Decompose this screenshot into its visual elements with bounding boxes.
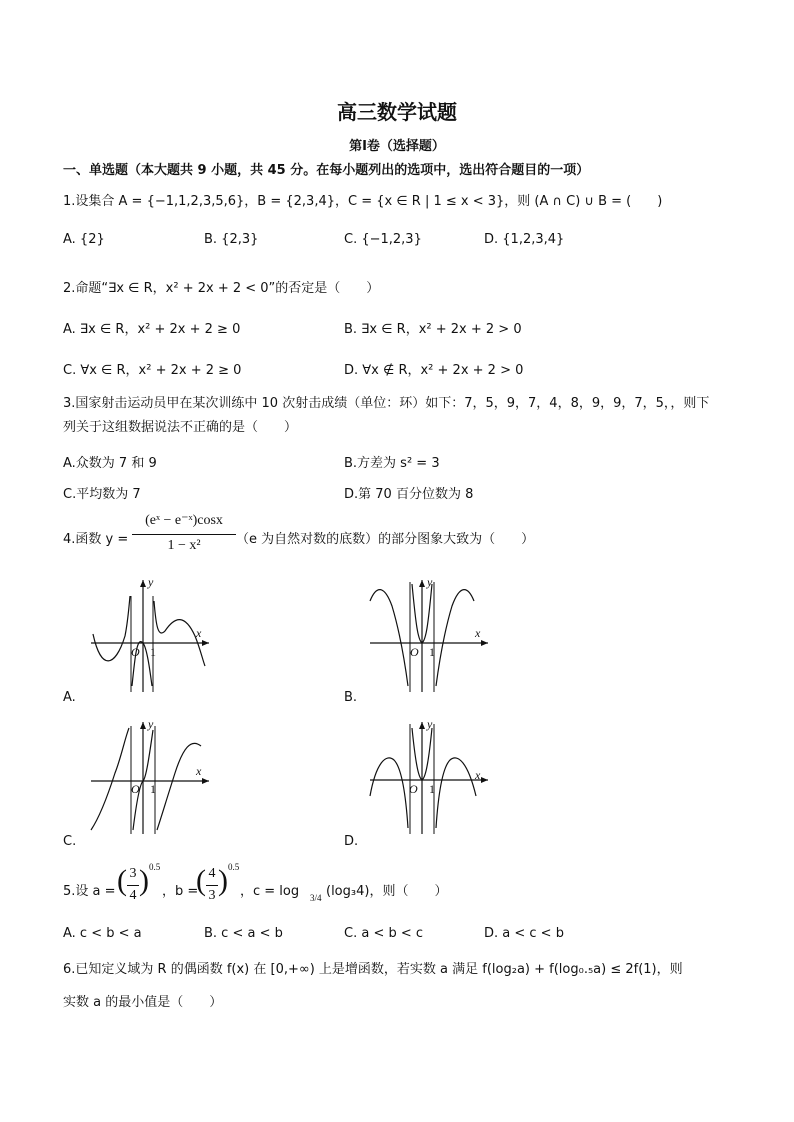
graph-c-one: 1 (150, 782, 156, 796)
q5-exp-b: 0.5 (228, 862, 240, 872)
q5-option-a: A. c < b < a (63, 926, 142, 941)
graph-d-y-label: y (427, 717, 433, 731)
q4-option-a: A. (63, 690, 76, 705)
graph-c-origin: O (131, 782, 140, 796)
q2-option-d: D. ∀x ∉ R，x² + 2x + 2 > 0 (344, 363, 524, 378)
q1-option-a: A. {2} (63, 232, 105, 247)
graph-a-origin: O (131, 645, 140, 659)
q3-option-b: B.方差为 s² = 3 (344, 456, 440, 471)
q5-frac-a-den: 4 (129, 888, 137, 903)
q5-option-d: D. a < c < b (484, 926, 564, 941)
question-5-b-part: ，b = (162, 884, 199, 899)
q4-option-c: C. (63, 834, 77, 849)
q4-option-d: D. (344, 834, 359, 849)
q5-paren-left-a: ( (117, 864, 127, 897)
graph-a-one: 1 (150, 645, 156, 659)
graph-d-one: 1 (429, 782, 435, 796)
graph-b-y-label: y (427, 575, 433, 589)
question-6-stem-line2: 实数 a 的最小值是（ ） (63, 995, 223, 1010)
question-2-stem: 2.命题“∃x ∈ R，x² + 2x + 2 < 0”的否定是（ ） (63, 281, 380, 296)
q2-option-b: B. ∃x ∈ R，x² + 2x + 2 > 0 (344, 322, 522, 337)
section-subtitle: 第Ⅰ卷（选择题） (349, 139, 445, 154)
q5-frac-a-bar (127, 885, 139, 886)
question-5-a-part: 5.设 a = (63, 884, 116, 899)
question-3-stem-line2: 列关于这组数据说法不正确的是（ ） (63, 420, 298, 435)
page-title: 高三数学试题 (337, 100, 457, 124)
q1-option-b: B. {2,3} (204, 232, 259, 247)
question-5-c-part: ，c = log (240, 884, 300, 899)
q2-option-c: C. ∀x ∈ R，x² + 2x + 2 ≥ 0 (63, 363, 242, 378)
q1-option-d: D. {1,2,3,4} (484, 232, 565, 247)
graph-b-origin: O (410, 645, 419, 659)
q5-option-b: B. c < a < b (204, 926, 283, 941)
q2-option-a: A. ∃x ∈ R，x² + 2x + 2 ≥ 0 (63, 322, 241, 337)
graph-b-one: 1 (429, 645, 435, 659)
q5-frac-b-num: 4 (208, 866, 216, 881)
question-3-stem-line1: 3.国家射击运动员甲在某次训练中 10 次射击成绩（单位：环）如下：7，5，9，7，4，8，9，9，7，5，，则下 (63, 396, 710, 411)
section-heading: 一、单选题（本大题共 9 小题，共 45 分。在每小题列出的选项中，选出符合题目的一项） (63, 163, 590, 178)
graph-c-x-label: x (196, 764, 202, 778)
q5-paren-right-a: ) (139, 864, 149, 897)
q4-option-b: B. (344, 690, 358, 705)
q5-paren-left-b: ( (196, 864, 206, 897)
question-4-suffix: （e 为自然对数的底数）的部分图象大致为（ ） (236, 532, 535, 547)
question-4-prefix: 4.函数 y = (63, 532, 129, 547)
graph-d-x-label: x (475, 768, 481, 782)
q5-paren-right-b: ) (218, 864, 228, 897)
q4-fraction-numerator: (eˣ − e⁻ˣ)cosx (145, 513, 223, 528)
q4-fraction-denominator: 1 − x² (167, 538, 201, 553)
q3-option-c: C.平均数为 7 (63, 487, 141, 502)
question-5-c-tail: (log₃4)，则（ ） (326, 884, 448, 899)
question-6-stem-line1: 6.已知定义域为 R 的偶函数 f(x) 在 [0,+∞) 上是增函数，若实数 a 满足 f(log₂a) + f(log₀.₅a) ≤ 2f(1)，则 (63, 962, 683, 977)
q3-option-d: D.第 70 百分位数为 8 (344, 487, 474, 502)
q5-exp-a: 0.5 (149, 862, 161, 872)
q5-frac-b-bar (206, 885, 218, 886)
graph-b-x-label: x (475, 626, 481, 640)
graph-c-y-label: y (148, 717, 154, 731)
q5-log-base: 3/4 (310, 893, 322, 903)
q5-option-c: C. a < b < c (344, 926, 424, 941)
q4-fraction-bar (132, 534, 236, 535)
q1-option-c: C. {−1,2,3} (344, 232, 422, 247)
graph-a-y-label: y (148, 575, 154, 589)
q5-frac-a-num: 3 (129, 866, 137, 881)
graph-a-x-label: x (196, 626, 202, 640)
q3-option-a: A.众数为 7 和 9 (63, 456, 157, 471)
graph-d-origin: O (409, 782, 418, 796)
q5-frac-b-den: 3 (208, 888, 216, 903)
question-1-stem: 1.设集合 A = {−1,1,2,3,5,6}，B = {2,3,4}，C = {x ∈ R | 1 ≤ x < 3}，则 (A ∩ C) ∪ B = ( ) (63, 194, 663, 209)
